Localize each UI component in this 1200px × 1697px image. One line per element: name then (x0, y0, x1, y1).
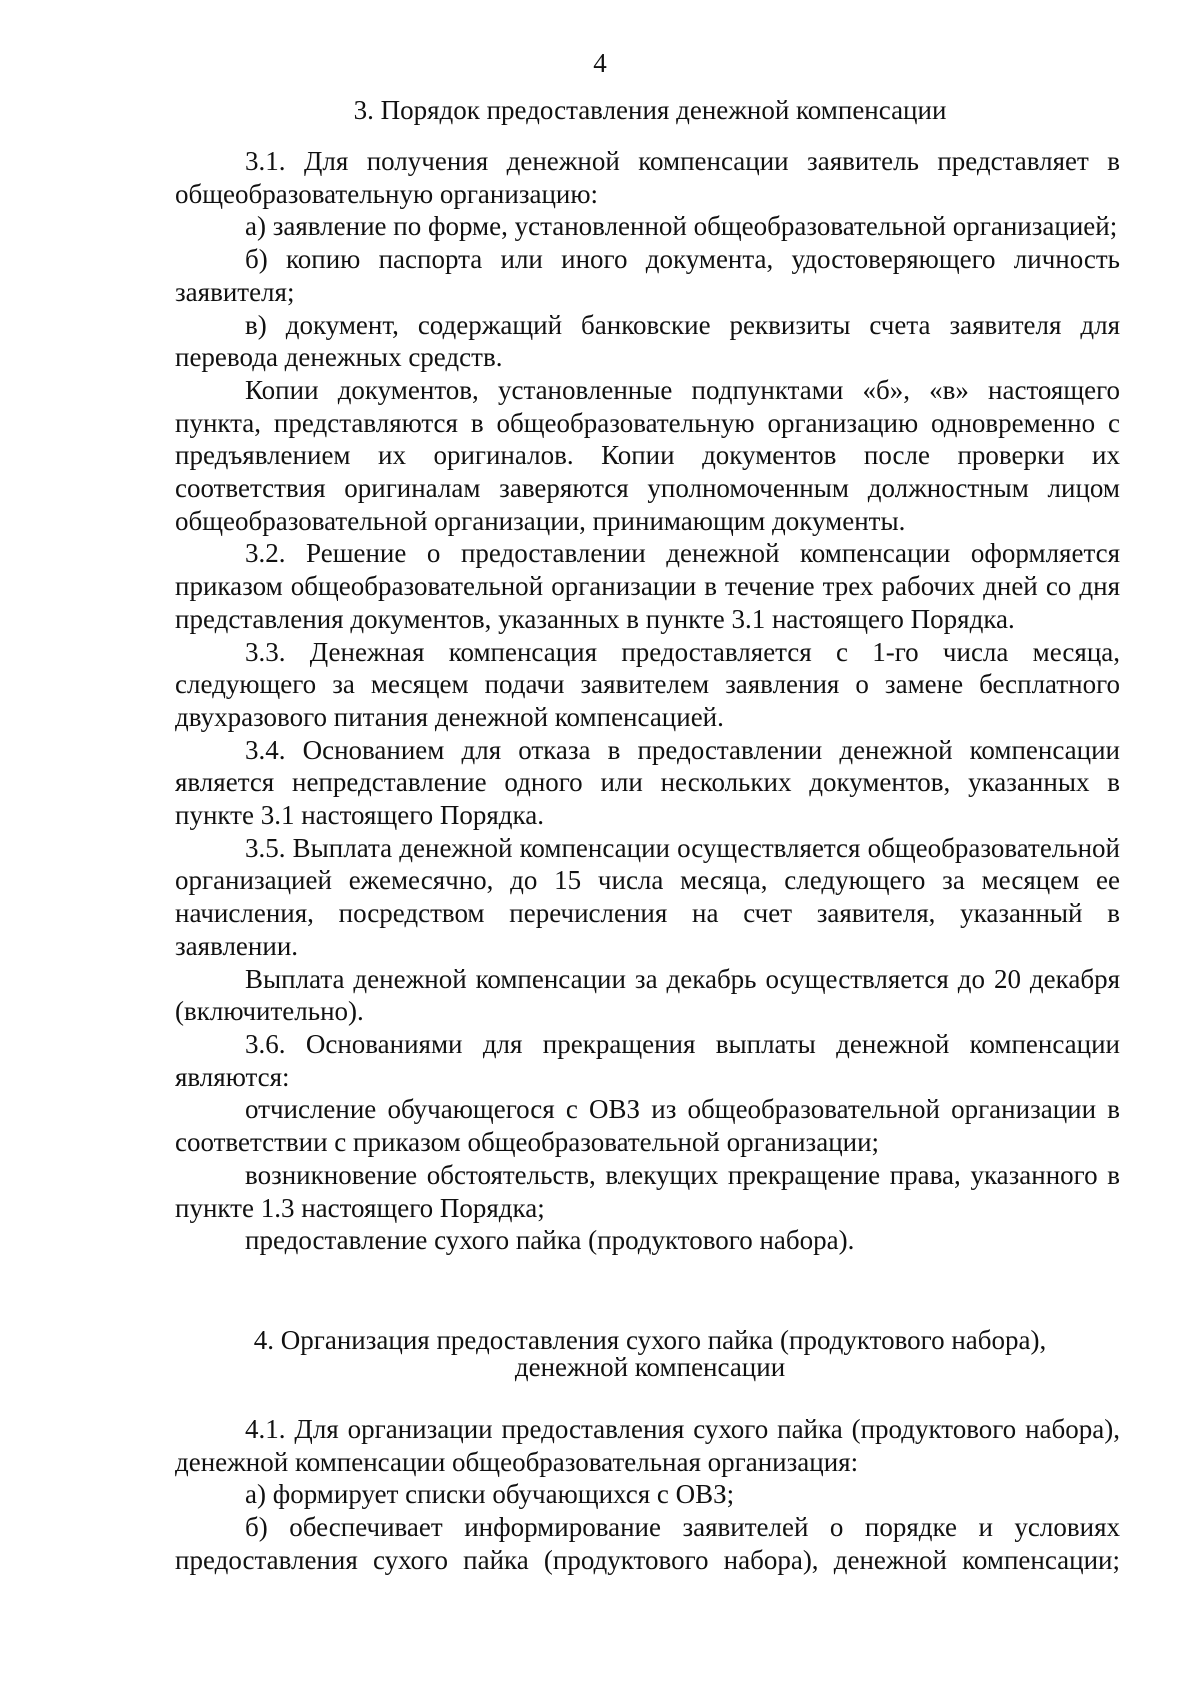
list-item-3-6-3: предоставление сухого пайка (продуктового набора). (245, 1225, 855, 1256)
paragraph-3-5: 3.5. Выплата денежной компенсации осуществляется общеобразовательной организацией ежемесячно, до 15 числа месяца, следующего за месяцем ее начисления, посредством перечисления на счет заявителя, указанный в заявлении. (175, 832, 1120, 961)
list-item-3-1-v: в) документ, содержащий банковские реквизиты счета заявителя для перевода денежных средств. (175, 309, 1120, 373)
paragraph-3-4: 3.4. Основанием для отказа в предоставлении денежной компенсации является непредставление одного или нескольких документов, указанных в пункте 3.1 настоящего Порядка. (175, 734, 1120, 831)
section-4-body (175, 1413, 1120, 1577)
list-item-4-1-a: а) формирует списки обучающихся с ОВЗ; (245, 1479, 735, 1510)
paragraph-3-2: 3.2. Решение о предоставлении денежной компенсации оформляется приказом общеобразовательной организации в течение трех рабочих дней со дня представления документов, указанных в пункте 3.1 настоящего Порядка. (175, 538, 1120, 634)
paragraph-3-1: 3.1. Для получения денежной компенсации заявитель представляет в общеобразовательную организацию: (175, 146, 1120, 209)
section-4-heading (175, 1327, 1125, 1381)
section-4-heading-line-2: денежной компенсации (514, 1352, 786, 1382)
paragraph-3-5-december: Выплата денежной компенсации за декабрь осуществляется до 20 декабря (включительно). (175, 963, 1120, 1027)
section-3-body (175, 145, 1120, 1257)
paragraph-4-1: 4.1. Для организации предоставления сухого пайка (продуктового набора), денежной компенсации общеобразовательная организация: (175, 1414, 1120, 1477)
list-item-3-1-b: б) копию паспорта или иного документа, удостоверяющего личность заявителя; (175, 244, 1120, 307)
list-item-3-1-a: а) заявление по форме, установленной общеобразовательной организацией; (245, 211, 1118, 242)
list-item-3-6-2: возникновение обстоятельств, влекущих прекращение права, указанного в пункте 1.3 настоящего Порядка; (175, 1159, 1120, 1223)
section-3-heading: 3. Порядок предоставления денежной компенсации (353, 95, 947, 125)
list-item-4-1-b: б) обеспечивает информирование заявителей о порядке и условиях предоставления сухого пайка (продуктового набора), денежной компенсации; (175, 1512, 1120, 1575)
section-4-heading-line-1: 4. Организация предоставления сухого пайка (продуктового набора), (253, 1325, 1047, 1355)
list-item-3-6-1: отчисление обучающегося с ОВЗ из общеобразовательной организации в соответствии с приказом общеобразовательной организации; (175, 1094, 1120, 1158)
paragraph-3-3: 3.3. Денежная компенсация предоставляется с 1-го числа месяца, следующего за месяцем подачи заявителем заявления о замене бесплатного двухразового питания денежной компенсацией. (175, 636, 1120, 732)
page-number: 4 (593, 48, 607, 78)
paragraph-3-1-copies: Копии документов, установленные подпунктами «б», «в» настоящего пункта, представляются в общеобразовательную организацию одновременно с предъявлением их оригиналов. Копии документов после проверки их соответствия оригиналам заверяются уполномоченным должностным лицом общеобразовательной организации, принимающим документы. (175, 374, 1120, 536)
paragraph-3-6: 3.6. Основаниями для прекращения выплаты денежной компенсации являются: (175, 1028, 1120, 1092)
